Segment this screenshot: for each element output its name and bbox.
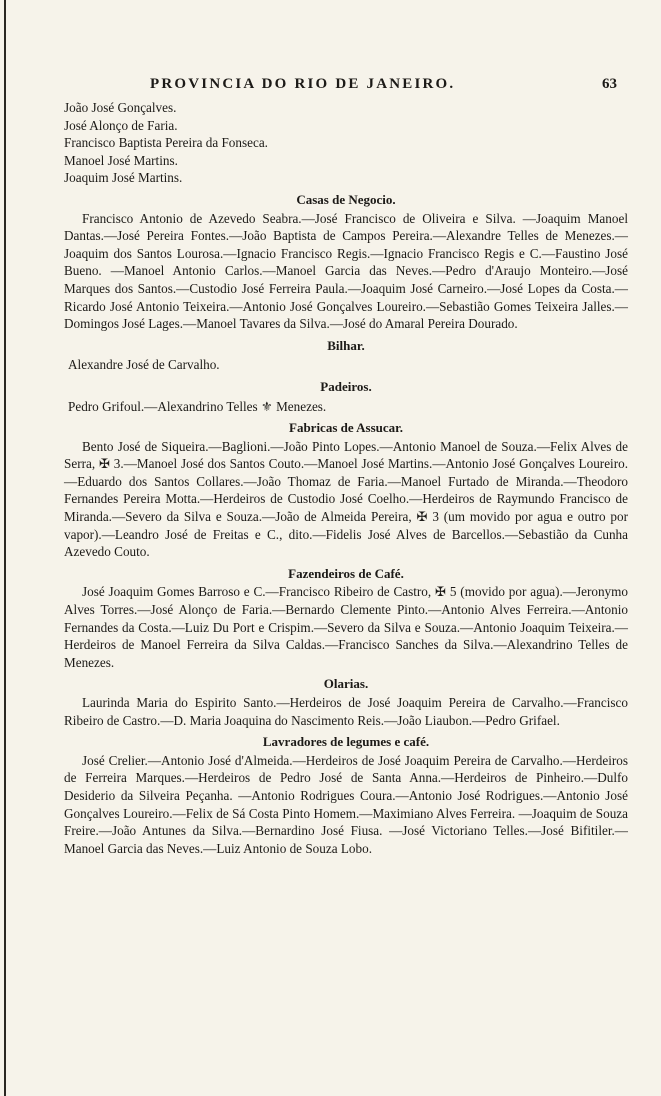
section-body-olarias: Laurinda Maria do Espirito Santo.—Herdeiros de José Joaquim Pereira de Carvalho.—Francisco Ribeiro de Castro.—D. Maria Joaquina do Nascimento Reis.—João Liaubon.—Pedro Grifael. bbox=[64, 695, 628, 728]
section-body-fabricas-de-assucar: Bento José de Siqueira.—Baglioni.—João Pinto Lopes.—Antonio Manoel de Souza.—Felix Alves de Serra, ✠ 3.—Manoel José dos Santos Couto.—Manoel José Martins.—Antonio José Gonçalves Loureiro.—Eduardo dos Santos Collares.—João Thomaz de Faria.—Manoel Furtado de Miranda.—Theodoro Fernandes Pereira Motta.—Herdeiros de Custodio José Coelho.—Herdeiros de Raymundo Francisco de Miranda.—Severo da Silva e Souza.—João de Almeida Pereira, ✠ 3 (um movido por agua e outro por vapor).—Leandro José de Freitas e C., dito.—Fidelis José Alves de Barcellos.—Sebastião da Cunha Azevedo Couto. bbox=[64, 438, 628, 560]
section-body-bilhar: Alexandre José de Carvalho. bbox=[68, 357, 220, 373]
section-body-lavradores: José Crelier.—Antonio José d'Almeida.—Herdeiros de José Joaquim Pereira de Carvalho.—Herdeiros de Ferreira Marques.—Herdeiros de Pedro José de Santa Anna.—Herdeiros de Pinheiro.—Dulfo Desiderio da Silveira Peçanha. —Antonio Rodrigues Coura.—Antonio José Rodrigues.—Antonio José Gonçalves Loureiro.—Felix de Sá Costa Pinto Homem.—Maximiano Alves Ferreira. —Joaquim de Souza Freire.—João Antunes da Silva.—Bernardino José Fiusa. —José Victoriano Telles.—José Bifitiler.—Manoel Garcia das Neves.—Luiz Antonio de Souza Lobo. bbox=[64, 752, 628, 856]
section-body-padeiros: Pedro Grifoul.—Alexandrino Telles ⚜ Menezes. bbox=[68, 398, 327, 414]
intro-name: Francisco Baptista Pereira da Fonseca. bbox=[64, 135, 268, 151]
intro-name: Manoel José Martins. bbox=[64, 152, 178, 168]
section-title-fabricas-de-assucar: Fabricas de Assucar. bbox=[289, 420, 403, 436]
section-title-padeiros: Padeiros. bbox=[320, 378, 372, 394]
section-body-casas-de-negocio: Francisco Antonio de Azevedo Seabra.—José Francisco de Oliveira e Silva. —Joaquim Manoel Dantas.—José Pereira Fontes.—João Baptista de Campos Pereira.—Alexandre Telles de Menezes.—Joaquim dos Santos Lourosa.—Ignacio Francisco Regis.—Ignacio Francisco Regis e C.—Faustino José Bueno. —Manoel Antonio Carlos.—Manoel Garcia das Neves.—Pedro d'Araujo Monteiro.—José Marques dos Santos.—Custodio José Ferreira Paula.—Joaquim José Carneiro.—José Lopes da Costa.—Ricardo José Antonio Teixeira.—Antonio José Gonçalves Loureiro.—Sebastião Gomes Teixeira Jalles.—Domingos José Lages.—Manoel Tavares da Silva.—José do Amaral Pereira Dourado. bbox=[64, 210, 628, 332]
section-title-olarias: Olarias. bbox=[323, 676, 369, 692]
page-edge-line bbox=[4, 0, 6, 1096]
running-title: PROVINCIA DO RIO DE JANEIRO. bbox=[150, 76, 456, 92]
page-number: 63 bbox=[602, 76, 617, 92]
intro-name: José Alonço de Faria. bbox=[64, 117, 178, 133]
page-content bbox=[64, 99, 628, 857]
intro-name: João José Gonçalves. bbox=[64, 100, 177, 115]
section-body-fazendeiros-de-cafe: José Joaquim Gomes Barroso e C.—Francisco Ribeiro de Castro, ✠ 5 (movido por agua).—Jeronymo Alves Torres.—José Alonço de Faria.—Bernardo Clemente Pinto.—Antonio Alves Ferreira.—Antonio Fernandes da Costa.—Luiz Du Port e Crispim.—Severo da Silva e Souza.—Antonio Joaquim Teixeira.—Herdeiros de Manoel Ferreira da Silva Caldas.—Francisco Sanches da Silva.—Alexandrino Telles de Menezes. bbox=[64, 584, 628, 670]
section-title-fazendeiros-de-cafe: Fazendeiros de Café. bbox=[288, 565, 404, 581]
section-title-casas-de-negocio: Casas de Negocio. bbox=[296, 191, 396, 207]
page-header bbox=[150, 76, 621, 96]
section-title-bilhar: Bilhar. bbox=[327, 337, 365, 353]
section-title-lavradores: Lavradores de legumes e café. bbox=[262, 734, 430, 750]
intro-name: Joaquim José Martins. bbox=[64, 170, 183, 186]
